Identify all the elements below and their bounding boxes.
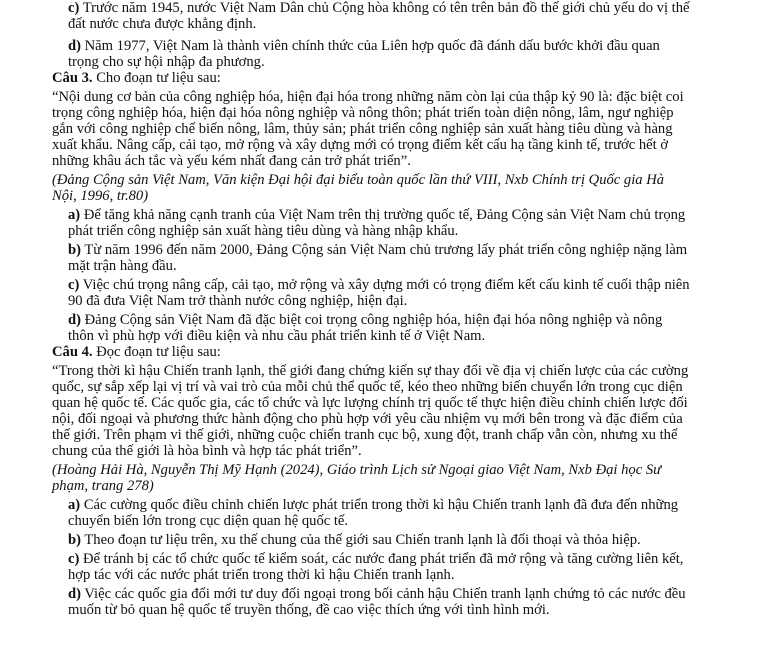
option-label: a) bbox=[68, 207, 81, 223]
q4-heading bbox=[52, 344, 221, 360]
option-text: Việc chú trọng nâng cấp, cải tạo, mở rộng và xây dựng mới có trọng điểm kết cấu kinh tế cuối thập niên bbox=[82, 277, 690, 293]
q3-quote-line: “Nội dung cơ bản của công nghiệp hóa, hiện đại hóa trong những năm còn lại của thập kỷ 90 là: đặc biệt coi bbox=[52, 89, 684, 105]
q3-heading bbox=[52, 70, 221, 86]
option-text: Đảng Cộng sản Việt Nam đã đặc biệt coi trọng công nghiệp hóa, hiện đại hóa nông nghiệp và nông bbox=[84, 312, 663, 328]
q4-option-d-cont: muốn từ bỏ quan hệ quốc tế truyền thống, đề cao việc thích ứng với tình hình mới. bbox=[68, 602, 550, 618]
q3-option-b bbox=[68, 242, 687, 258]
q4-source-line: (Hoàng Hải Hà, Nguyễn Thị Mỹ Hạnh (2024), Giáo trình Lịch sử Ngoại giao Việt Nam, Nxb Đại học Sư bbox=[52, 462, 662, 478]
q3-option-b-cont: mặt trận hàng đầu. bbox=[68, 258, 177, 274]
option-label: b) bbox=[68, 242, 81, 258]
option-text: Trước năm 1945, nước Việt Nam Dân chủ Cộng hòa không có tên trên bản đồ thế giới chủ yếu do vị thế bbox=[82, 0, 690, 16]
q4-option-c-cont: hợp tác với các nước phát triển trong thời kì hậu Chiến tranh lạnh. bbox=[68, 567, 455, 583]
option-text: Từ năm 1996 đến năm 2000, Đảng Cộng sản Việt Nam chủ trương lấy phát triển công nghiệp nặng làm bbox=[84, 242, 688, 258]
q4-quote-line: quan hệ quốc tế. Các quốc gia, các tổ chức và lực lượng chính trị quốc tế thực hiện điều chỉnh chiến lược đối bbox=[52, 395, 688, 411]
q2-option-c-cont: đất nước chưa được khẳng định. bbox=[68, 16, 257, 32]
question-number: Câu 3. bbox=[52, 70, 93, 86]
q4-quote-line: chung của thế giới là hòa bình và hợp tác phát triển”. bbox=[52, 443, 362, 459]
q4-option-a bbox=[68, 497, 678, 513]
question-prompt: Đọc đoạn tư liệu sau: bbox=[96, 344, 221, 360]
question-prompt: Cho đoạn tư liệu sau: bbox=[96, 70, 221, 86]
option-label: c) bbox=[68, 0, 80, 16]
q3-option-a-cont: phát triển công nghiệp sản xuất hàng tiêu dùng và hàng nhập khẩu. bbox=[68, 223, 459, 239]
q3-option-c-cont: 90 đã đưa Việt Nam trở thành nước công nghiệp, hiện đại. bbox=[68, 293, 408, 309]
option-text: Năm 1977, Việt Nam là thành viên chính thức của Liên hợp quốc đã đánh dấu bước khởi đầu quan bbox=[84, 38, 660, 54]
option-text: Các cường quốc điều chỉnh chiến lược phát triển trong thời kì hậu Chiến tranh lạnh đã đưa đến những bbox=[83, 497, 679, 513]
q4-option-b bbox=[68, 532, 641, 548]
option-text: Để tăng khả năng cạnh tranh của Việt Nam trên thị trường quốc tế, Đảng Cộng sản Việt Nam chủ trọng bbox=[83, 207, 686, 223]
option-label: d) bbox=[68, 38, 81, 54]
option-label: c) bbox=[68, 551, 80, 567]
question-number: Câu 4. bbox=[52, 344, 93, 360]
q4-quote-line: thế giới. Trên phạm vi thế giới, những cuộc chiến tranh cục bộ, xung đột, tranh chấp vẫn còn, nhưng xu thế bbox=[52, 427, 678, 443]
q2-option-d bbox=[68, 38, 660, 54]
option-text: Việc các quốc gia đổi mới tư duy đối ngoại trong bối cảnh hậu Chiến tranh lạnh chứng tỏ các nước đều bbox=[84, 586, 686, 602]
q4-option-c bbox=[68, 551, 683, 567]
q4-quote-line: quốc, sự sắp xếp lại vị trí và vai trò của mỗi chủ thể quốc tế, kéo theo những biến chuyển lớn trong cục diện bbox=[52, 379, 683, 395]
q3-option-a bbox=[68, 207, 685, 223]
q4-quote-line: nội, đối ngoại và phương thức hành động cho phù hợp với yêu cầu nhiệm vụ mới bên trong và đặc điểm của bbox=[52, 411, 683, 427]
q3-quote-line: trọng công nghiệp hóa, hiện đại hóa nông nghiệp và nông thôn; phát triển toàn diện nông, lâm, ngư nghiệp bbox=[52, 105, 674, 121]
option-label: b) bbox=[68, 532, 81, 548]
option-text: Theo đoạn tư liệu trên, xu thế chung của thế giới sau Chiến tranh lạnh là đối thoại và thỏa hiệp. bbox=[84, 532, 641, 548]
q4-quote-line: “Trong thời kì hậu Chiến tranh lạnh, thế giới đang chứng kiến sự thay đổi về địa vị chiến lược của các cường bbox=[52, 363, 689, 379]
option-text: Để tránh bị các tổ chức quốc tế kiểm soát, các nước đang phát triển đã mở rộng và tăng cường liên kết, bbox=[83, 551, 684, 567]
q3-source-line: (Đảng Cộng sản Việt Nam, Văn kiện Đại hội đại biểu toàn quốc lần thứ VIII, Nxb Chính trị Quốc gia Hà bbox=[52, 172, 665, 188]
q3-quote-line: xuất khẩu. Nâng cấp, cải tạo, mở rộng và xây dựng mới có trọng điểm kết cấu hạ tầng kinh tế, trước hết ở bbox=[52, 137, 669, 153]
option-label: a) bbox=[68, 497, 81, 513]
option-label: c) bbox=[68, 277, 80, 293]
q2-option-d-cont: trọng cho sự hội nhập đa phương. bbox=[68, 54, 265, 70]
q3-option-d bbox=[68, 312, 662, 328]
q4-option-a-cont: chuyển biến lớn trong cục diện quan hệ quốc tế. bbox=[68, 513, 349, 529]
q3-quote-line: những khâu ách tắc và yếu kém nhất đang cản trở phát triển”. bbox=[52, 153, 411, 169]
q3-quote-line: gắn với công nghiệp chế biến nông, lâm, thủy sản; phát triển công nghiệp sản xuất hàng tiêu dùng và hàng bbox=[52, 121, 673, 137]
q3-option-d-cont: thôn vì phù hợp với điều kiện và nhu cầu phát triển kinh tế ở Việt Nam. bbox=[68, 328, 486, 344]
option-label: d) bbox=[68, 586, 81, 602]
q2-option-c bbox=[68, 0, 689, 16]
q4-source-line: phạm, trang 278) bbox=[52, 478, 154, 494]
q3-source-line: Nội, 1996, tr.80) bbox=[52, 188, 149, 204]
q4-option-d bbox=[68, 586, 686, 602]
option-label: d) bbox=[68, 312, 81, 328]
q3-option-c bbox=[68, 277, 690, 293]
